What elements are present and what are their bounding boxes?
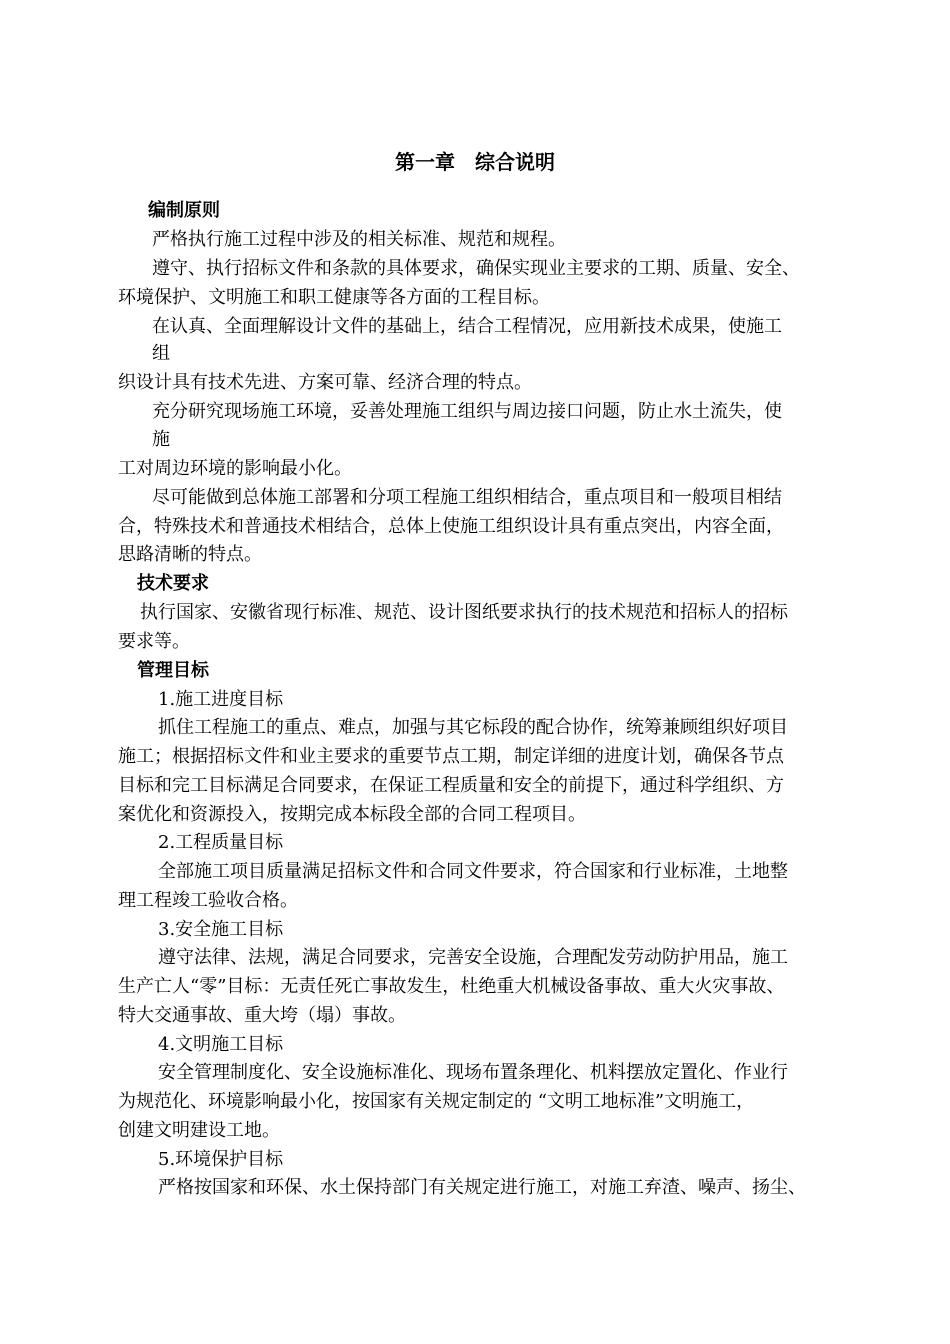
paragraph-line: 充分研究现场施工环境，妥善处理施工组织与周边接口问题，防止水土流失，使 bbox=[152, 401, 782, 422]
item-label: 3.安全施工目标 bbox=[158, 919, 284, 940]
paragraph-line: 环境保护、文明施工和职工健康等各方面的工程目标。 bbox=[118, 287, 550, 308]
paragraph-line: 尽可能做到总体施工部署和分项工程施工组织相结合，重点项目和一般项目相结 bbox=[152, 487, 782, 508]
section-heading: 编制原则 bbox=[148, 200, 220, 221]
paragraph-line: 全部施工项目质量满足招标文件和合同文件要求，符合国家和行业标准，土地整 bbox=[158, 861, 788, 882]
paragraph-line: 特大交通事故、重大垮（塌）事故。 bbox=[118, 1005, 406, 1026]
paragraph-line: 创建文明建设工地。 bbox=[118, 1120, 280, 1141]
item-label: 5.环境保护目标 bbox=[158, 1149, 284, 1170]
item-label: 2.工程质量目标 bbox=[158, 832, 284, 853]
paragraph-line: 安全管理制度化、安全设施标准化、现场布置条理化、机料摆放定置化、作业行 bbox=[158, 1062, 788, 1083]
paragraph-line: 施工；根据招标文件和业主要求的重要节点工期，制定详细的进度计划，确保各节点 bbox=[118, 746, 784, 767]
paragraph-line: 思路清晰的特点。 bbox=[118, 544, 262, 565]
paragraph-line: 施 bbox=[152, 429, 170, 450]
paragraph-line: 案优化和资源投入，按期完成本标段全部的合同工程项目。 bbox=[118, 804, 586, 825]
chapter-title: 第一章 综合说明 bbox=[395, 150, 555, 174]
paragraph-line: 合，特殊技术和普通技术相结合，总体上使施工组织设计具有重点突出，内容全面， bbox=[118, 516, 784, 537]
paragraph-line: 理工程竣工验收合格。 bbox=[118, 890, 298, 911]
section-heading: 管理目标 bbox=[137, 660, 209, 681]
paragraph-line: 执行国家、安徽省现行标准、规范、设计图纸要求执行的技术规范和招标人的招标 bbox=[140, 602, 788, 623]
section-heading: 技术要求 bbox=[137, 573, 209, 594]
paragraph-line: 为规范化、环境影响最小化，按国家有关规定制定的 “文明工地标准”文明施工， bbox=[118, 1091, 755, 1112]
paragraph-line: 生产亡人“零”目标：无责任死亡事故发生，杜绝重大机械设备事故、重大火灾事故、 bbox=[118, 976, 785, 997]
paragraph-line: 遵守法律、法规，满足合同要求，完善安全设施，合理配发劳动防护用品，施工 bbox=[158, 947, 788, 968]
paragraph-line: 工对周边环境的影响最小化。 bbox=[118, 458, 352, 479]
paragraph-line: 组 bbox=[152, 343, 170, 364]
item-label: 4.文明施工目标 bbox=[158, 1034, 284, 1055]
paragraph-line: 在认真、全面理解设计文件的基础上，结合工程情况，应用新技术成果，使施工 bbox=[152, 316, 782, 337]
paragraph-line: 遵守、执行招标文件和条款的具体要求，确保实现业主要求的工期、质量、安全、 bbox=[152, 258, 800, 279]
paragraph-line: 要求等。 bbox=[118, 631, 190, 652]
paragraph-line: 抓住工程施工的重点、难点，加强与其它标段的配合协作，统筹兼顾组织好项目 bbox=[158, 717, 788, 738]
item-label: 1.施工进度目标 bbox=[158, 689, 284, 710]
paragraph-line: 严格执行施工过程中涉及的相关标准、规范和规程。 bbox=[152, 229, 566, 250]
paragraph-line: 目标和完工目标满足合同要求，在保证工程质量和安全的前提下，通过科学组织、方 bbox=[118, 775, 784, 796]
paragraph-line: 严格按国家和环保、水土保持部门有关规定进行施工，对施工弃渣、噪声、扬尘、 bbox=[158, 1177, 806, 1198]
paragraph-line: 织设计具有技术先进、方案可靠、经济合理的特点。 bbox=[118, 372, 532, 393]
